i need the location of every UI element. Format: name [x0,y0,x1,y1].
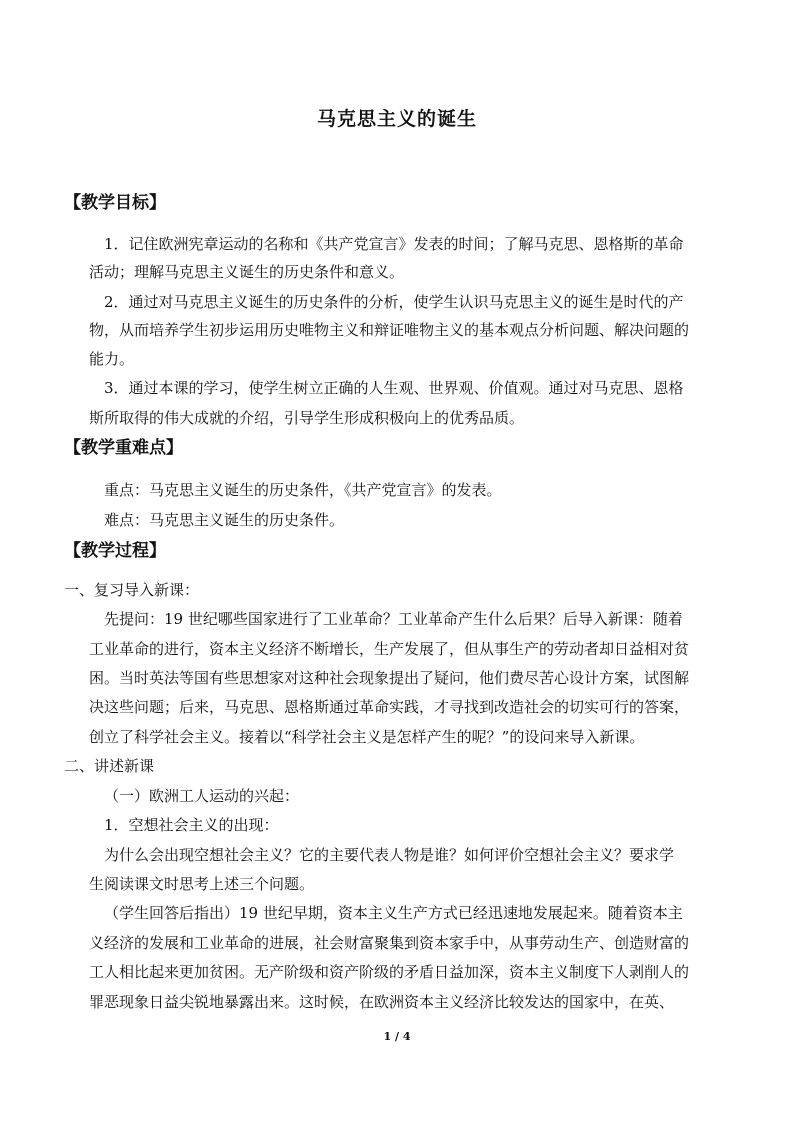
paragraph-line: 物，从而培养学生初步运用历史唯物主义和辩证唯物主义的基本观点分析问题、解决问题的 [89,321,690,339]
paragraph-line: 工人相比起来更加贫困。无产阶级和资产阶级的矛盾日益加深，资本主义制度下人剥削人的 [89,963,690,981]
paragraph-line: 决这些问题；后来，马克思、恩格斯通过革命实践，才寻找到改造社会的切实可行的答案， [89,698,690,716]
paragraph-line: 二、讲述新课 [64,757,155,775]
paragraph-line: 能力。 [89,350,135,368]
paragraph-line: 2．通过对马克思主义诞生的历史条件的分析，使学生认识马克思主义的诞生是时代的产 [104,293,684,311]
paragraph-line: 1．空想社会主义的出现： [104,816,279,834]
paragraph-line: 先提问：19 世纪哪些国家进行了工业革命？工业革命产生什么后果？后导入新课：随着 [104,610,683,628]
section-heading-process: 【教学过程】 [64,541,166,561]
paragraph-line: 罪恶现象日益尖锐地暴露出来。这时候，在欧洲资本主义经济比较发达的国家中，在英、 [89,993,675,1011]
paragraph-line: 一、复习导入新课： [64,581,200,599]
paragraph-line: 困。当时英法等国有些思想家对这种社会现象提出了疑问，他们费尽苦心设计方案，试图解 [89,669,690,687]
paragraph-line: 生阅读课文时思考上述三个问题。 [89,875,315,893]
paragraph-line: 工业革命的进行，资本主义经济不断增长，生产发展了，但从事生产的劳动者却日益相对贫 [89,640,690,658]
paragraph-line: （一）欧洲工人运动的兴起： [104,787,300,805]
paragraph-line: 难点：马克思主义诞生的历史条件。 [104,511,345,529]
page-number: 1 / 4 [383,1030,411,1043]
paragraph-line: 3．通过本课的学习，使学生树立正确的人生观、世界观、价值观。通过对马克思、恩格 [104,379,684,397]
paragraph-line: 义经济的发展和工业革命的进展，社会财富聚集到资本家手中，从事劳动生产、创造财富的 [89,934,690,952]
paragraph-line: 活动；理解马克思主义诞生的历史条件和意义。 [89,263,405,281]
paragraph-line: 斯所取得的伟大成就的介绍，引导学生形成积极向上的优秀品质。 [89,409,525,427]
paragraph-line: 1．记住欧洲宪章运动的名称和《共产党宣言》发表的时间；了解马克思、恩格斯的革命 [104,235,684,253]
paragraph-line: 重点：马克思主义诞生的历史条件，《共产党宣言》的发表。 [104,481,502,499]
section-heading-keypoints: 【教学重难点】 [64,438,183,458]
paragraph-line: （学生回答后指出）19 世纪早期，资本主义生产方式已经迅速地发展起来。随着资本主 [104,904,683,922]
paragraph-line: 创立了科学社会主义。接着以“科学社会主义是怎样产生的呢？”的设问来导入新课。 [89,728,645,746]
section-heading-objectives: 【教学目标】 [64,193,166,213]
paragraph-line: 为什么会出现空想社会主义？它的主要代表人物是谁？如何评价空想社会主义？要求学 [104,846,675,864]
page-title: 马克思主义的诞生 [316,108,477,130]
